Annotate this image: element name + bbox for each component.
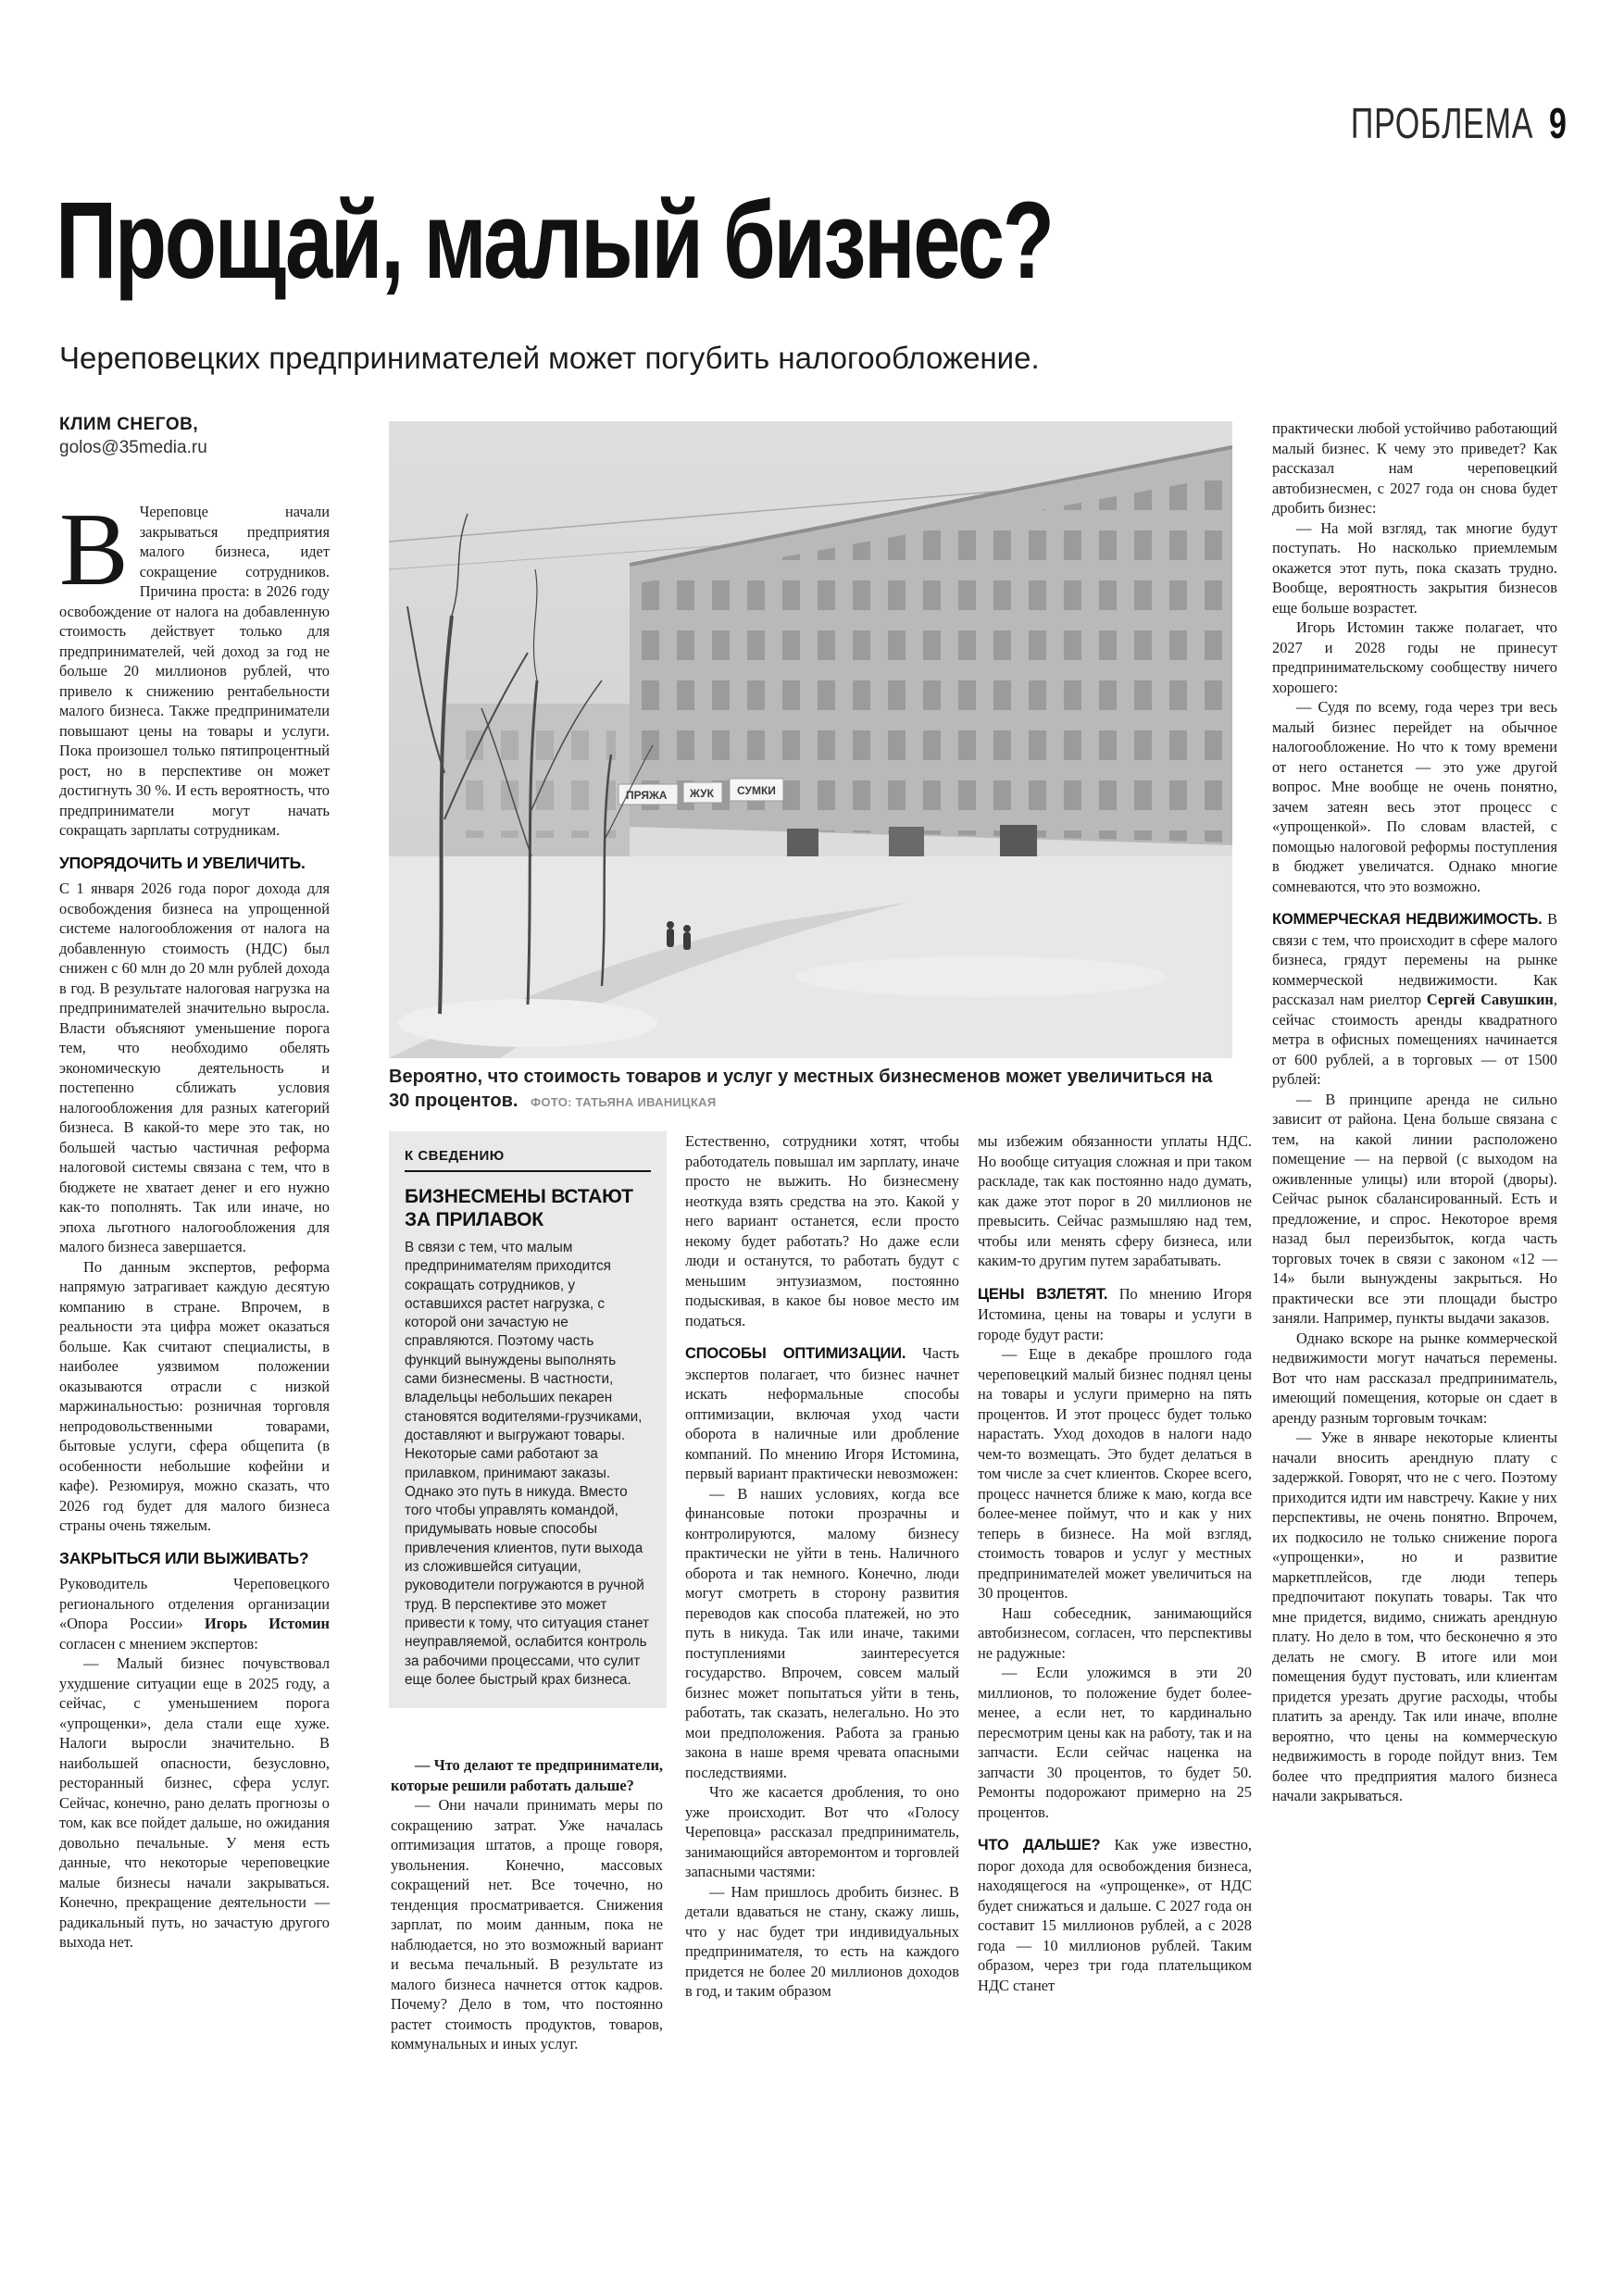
paragraph: — На мой взгляд, так многие будут поступать. Но насколько приемлемым окажется этот путь, пока сказать трудно. Вообще, вероятность закрытия бизнесов еще больше возрастет. bbox=[1272, 518, 1557, 617]
article-subtitle: Череповецких предпринимателей может погубить налогообложение. bbox=[59, 341, 1040, 375]
subhead-chto-dalshe: ЧТО ДАЛЬШЕ? bbox=[978, 1837, 1101, 1853]
person-name: Игорь Истомин bbox=[204, 1615, 330, 1632]
paragraph: — Еще в декабре прошлого года череповецкий малый бизнес поднял цены на товары и услуги примерно на пять процентов. И этот процесс будет только нарастать. Уход доходов в налоги надо чем-то возмещать. Это будет делаться в том числе за счет клиентов. Скорее всего, процесс начнется ближе к маю, когда все более-менее поймут, что и как у них теперь в бизнесе. На мой взгляд, стоимость товаров и услуг у местных предпринимателей может увеличиться на 30 процентов. bbox=[978, 1345, 1252, 1602]
infobox-body: В связи с тем, что малым предпринимателям приходится сокращать сотрудников, у оставшихся растет нагрузка, с которой они зачастую не справляются. Поэтому часть функций вынуждены выполнять сами бизнесмены. В частности, владельцы небольших пекарен становятся водителями-грузчиками, доставляют и выгружают товары. Некоторые сами работают за прилавком, принимают заказы. Однако это путь в никуда. Вместо того чтобы управлять командой, придумывать новые способы привлечения клиентов, пути выхода из сложившейся ситуации, руководители погружаются в ручной труд. В перспективе это может привести к тому, что ситуация станет неуправляемой, ослабится контроль за рабочими процессами, что сулит еще более быстрый крах бизнеса. bbox=[405, 1240, 650, 1688]
paragraph: Наш собеседник, занимающийся автобизнесом, согласен, что перспективы не радужные: bbox=[978, 1603, 1252, 1662]
infobox-title: БИЗНЕСМЕНЫ ВСТАЮТ ЗА ПРИЛАВОК bbox=[405, 1186, 633, 1230]
paragraph: — Малый бизнес почувствовал ухудшение ситуации еще в 2025 году, а сейчас, с уменьшением порога «упрощенки», дела стали еще хуже. Налоги выросли значительно. В наибольшей опасности, безусловно, ресторанный бизнес, сфера услуг. Сейчас, конечно, рано делать прогнозы о том, как все пойдет дальше, но ожидания довольно печальные. У меня есть данные, что некоторые череповецкие малые бизнесы начали закрываться. Конечно, прекращение деятельности — радикальный путь, но зачастую другого выхода нет. bbox=[59, 1654, 330, 1951]
paragraph: Игорь Истомин также полагает, что 2027 и 2028 годы не принесут предпринимательскому сообществу ничего хорошего: bbox=[1272, 618, 1557, 696]
photo-credit: ФОТО: ТАТЬЯНА ИВАНИЦКАЯ bbox=[530, 1095, 717, 1109]
paragraph: ЧТО ДАЛЬШЕ? Как уже известно, порог дохода для освобождения бизнеса, находящегося на «упрощенке», от НДС будет снижаться и дальше. С 2027 года он составит 15 миллионов рублей, а с 2028 года — 10 миллионов рублей. Таким образом, через три года плательщиком НДС станет bbox=[978, 1836, 1252, 1994]
paragraph: — Если уложимся в эти 20 миллионов, то положение будет более-менее, а если нет, то кардинально пересмотрим цены как на работу, так и на запчасти. Если сейчас наценка на запчасти 30 процентов, то будет 50. Ремонты подорожают примерно на 25 процентов. bbox=[978, 1664, 1252, 1821]
subhead-uporyadochit: УПОРЯДОЧИТЬ И УВЕЛИЧИТЬ. bbox=[59, 853, 306, 872]
subhead-zakrytsya: ЗАКРЫТЬСЯ ИЛИ ВЫЖИВАТЬ? bbox=[59, 1548, 309, 1567]
paragraph: — Нам пришлось дробить бизнес. В детали вдаваться не стану, скажу лишь, что у нас будет три индивидуальных предпринимателя, то есть на каждого придется не более 20 миллионов доходов в год, и таким образом bbox=[685, 1882, 959, 2000]
paragraph: практически любой устойчиво работающий малый бизнес. К чему это приведет? Как рассказал нам череповецкий автобизнесмен, с 2027 года он снова будет дробить бизнес: bbox=[1272, 419, 1557, 517]
masthead bbox=[1351, 98, 1567, 148]
paragraph: — Они начали принимать меры по сокращению затрат. Уже началась оптимизация штатов, а проще говоря, увольнения. Конечно, массовых сокращений нет. Все точечно, но тенденция просматривается. Снижения зарплат, по моим данным, пока не наблюдается, но это возможный вариант и весьма печальный. В результате из малого бизнеса начнется отток кадров. Почему? Дело в том, что постоянно растет стоимость продуктов, товаров, коммунальных и иных услуг. bbox=[391, 1796, 663, 2053]
paragraph: — Уже в январе некоторые клиенты начали вносить арендную плату с задержкой. Говорят, что не с чего. Поэтому приходится идти им навстречу. Какие у них перспективы, не очень понятно. Впрочем, их подкосило не только снижение порога «упрощенки», но и развитие маркетплейсов, где люди теперь предпочитают покупать товары. Так что мне придется, видимо, снижать арендную плату. Но дело в том, что бесконечно я это делать не смогу. В итоге или мои помещения будут пустовать, или клиентам придется урезать другие расходы, чтобы платить за аренду. Так или иначе, вполне вероятно, что цены на коммерческую недвижимость в городе пойдут вниз. Тем более что предприятия малого бизнеса начали закрываться. bbox=[1272, 1429, 1557, 1804]
byline bbox=[59, 413, 207, 459]
paragraph: мы избежим обязанности уплаты НДС. Но вообще ситуация сложная и при таком раскладе, так как постоянно надо думать, как даже этот порог в 20 миллионов не превысить. Сейчас размышляю над тем, чтобы или менять сферу бизнеса, или каким-то другим путем зарабатывать. bbox=[978, 1132, 1252, 1269]
article-column-4 bbox=[978, 1131, 1252, 1995]
paragraph: — В наших условиях, когда все финансовые потоки прозрачны и контролируются, малому бизнесу практически не уйти в тень. Наличного оборота и так немного. Конечно, люди могут смотреть в сторону развития переводов как способа платежей, но это путь в никуда. Так или иначе, такими поступлениями заинтересуется государство. Впрочем, совсем малый бизнес может попытаться уйти в тень, работать, так сказать, нелегально. Но это мои предположения. Работа за гранью закона в наше время чревата опасными последствиями. bbox=[685, 1484, 959, 1781]
infobox-label: К СВЕДЕНИЮ bbox=[405, 1148, 651, 1172]
article-column-1 bbox=[59, 493, 330, 1953]
paragraph: Однако вскоре на рынке коммерческой недвижимости могут начаться перемены. Вот что нам рассказал предприниматель, имеющий помещения, которые он сдает в аренду разным торговым точкам: bbox=[1272, 1329, 1557, 1427]
paragraph: ЦЕНЫ ВЗЛЕТЯТ. По мнению Игоря Истомина, цены на товары и услуги в городе будут расти: bbox=[978, 1284, 1252, 1343]
section-label: ПРОБЛЕМА bbox=[1350, 99, 1534, 147]
article-photo bbox=[389, 421, 1232, 1058]
article-column-5 bbox=[1272, 418, 1557, 1806]
paragraph: — В принципе аренда не сильно зависит от района. Цена больше связана с тем, на какой линии расположено помещение — на первой (с выходом на оживленные улицы) или второй (дворы). Сейчас рынок сбалансированный. Есть и предложение, и спрос. Некоторое время назад был переизбыток, когда часть торговых точек в связи с законом «12 — 14» были вынуждены закрыться. Но практически все эти площади быстро заняли. Например, пункты выдачи заказов. bbox=[1272, 1090, 1557, 1327]
page-number: 9 bbox=[1549, 99, 1567, 147]
subhead-sposoby: СПОСОБЫ ОПТИМИЗАЦИИ. bbox=[685, 1345, 906, 1362]
paragraph: Что же касается дробления, то оно уже происходит. Вот что «Голосу Череповца» рассказал предприниматель, занимающийся авторемонтом и торговлей запасными частями: bbox=[685, 1783, 959, 1880]
paragraph: По данным экспертов, реформа напрямую затрагивает каждую десятую компанию в стране. Впрочем, в реальности эта цифра может оказаться больше. Как считают специалисты, в наиболее уязвимом положении оказываются отрасли с низкой маржинальностью: розничная торговля непродовольственными товарами, бытовые услуги, сфера общепита (в особенности небольшие кофейни и кафе). Резюмируя, можно сказать, что 2026 год будет для малого бизнеса страны очень тяжелым. bbox=[59, 1257, 330, 1534]
paragraph: СПОСОБЫ ОПТИМИЗАЦИИ. Часть экспертов полагает, что бизнес начнет искать неформальные способы оптимизации, включая уход части оборота в наличные или дробление компаний. По мнению Игоря Истомина, первый вариант практически невозможен: bbox=[685, 1344, 959, 1482]
paragraph: В Череповце начали закрываться предприятия малого бизнеса, идет сокращение сотрудников. Причина проста: в 2026 году освобождение от налога на добавленную стоимость действует только для предпринимателей, чей доход за год не больше 20 миллионов рублей, что привело к снижению рентабельности малого бизнеса. Также предприниматели повышают цены на товары и услуги. Пока произошел только пятипроцентный рост, но в перспективе он может достигнуть 30 %. И есть вероятность, что предприниматели могут начать сокращать зарплаты сотрудникам. bbox=[59, 493, 330, 839]
author-name: КЛИМ СНЕГОВ, bbox=[59, 415, 199, 434]
person-name: Сергей Савушкин bbox=[1426, 991, 1554, 1008]
infobox bbox=[389, 1131, 667, 1708]
paragraph: КОММЕРЧЕСКАЯ НЕДВИЖИМОСТЬ. В связи с тем, что происходит в сфере малого бизнеса, грядут перемены на рынке коммерческой недвижимости. Как рассказал нам риелтор Сергей Савушкин, сейчас стоимость аренды квадратного метра в офисных помещениях начинается от 600 рублей, а в торговых — от 1500 рублей: bbox=[1272, 910, 1558, 1088]
photo-sign-pryazha: ПРЯЖА bbox=[626, 789, 668, 802]
photo-caption-text: Вероятно, что стоимость товаров и услуг у местных бизнесменов может увеличиться на 30 процентов. bbox=[389, 1067, 1213, 1111]
subhead-tseny: ЦЕНЫ ВЗЛЕТЯТ. bbox=[978, 1285, 1108, 1303]
article-column-3 bbox=[685, 1131, 959, 2002]
article-column-2 bbox=[391, 1755, 663, 2054]
subhead-nedvizhimost: КОММЕРЧЕСКАЯ НЕДВИЖИМОСТЬ. bbox=[1272, 911, 1543, 928]
paragraph: — Судя по всему, года через три весь малый бизнес перейдет на обычное налогообложение. Но что к тому времени от него останется — это уже другой вопрос. Мне вообще не очень понятно, зачем затеян весь этот процесс с «упрощенкой». По словам властей, с помощью налоговой реформы поступления в бюджет увеличатся. Однако многие сомневаются, что это возможно. bbox=[1272, 698, 1557, 895]
paragraph: Руководитель Череповецкого регионального отделения организации «Опора России» Игорь Истомин согласен с мнением экспертов: bbox=[59, 1575, 330, 1653]
drop-cap: В bbox=[59, 493, 129, 607]
photo-sign-zhuk: ЖУК bbox=[690, 787, 714, 800]
paragraph: Естественно, сотрудники хотят, чтобы работодатель повышал им зарплату, иначе просто не выжить. Но бизнесмену неоткуда взять средства на это. Какой у него вариант останется, если просто некому будет работать? Но даже если люди и останутся, то работать будут с меньшим энтузиазмом, постоянно подыскивая, в какое бы новое место им податься. bbox=[685, 1132, 959, 1329]
photo-caption bbox=[389, 1065, 1236, 1115]
paragraph: С 1 января 2026 года порог дохода для освобождения бизнеса на упрощенной системе налогообложения от налога на добавленную стоимость (НДС) был снижен с 60 млн до 20 млн рублей дохода в год. В результате налоговая нагрузка на предпринимателей значительно выросла. Власти объясняют уменьшение порога тем, что необходимо обелять экономическую деятельность и постепенно сближать условия налогообложения для разных категорий бизнеса. В какой-то мере это так, но большей частью частичная реформа налоговой системы связана с тем, что в бюджете не хватает денег и его нужно как-то пополнять. Так или иначе, но эпоха льготного налогообложения для малого бизнеса завершается. bbox=[59, 880, 330, 1255]
interview-question: — Что делают те предприниматели, которые решили работать дальше? bbox=[391, 1756, 663, 1794]
author-email: golos@35media.ru bbox=[59, 438, 207, 457]
article-title: Прощай, малый бизнес? bbox=[56, 180, 1053, 302]
photo-sign-sumki: СУМКИ bbox=[737, 784, 776, 797]
